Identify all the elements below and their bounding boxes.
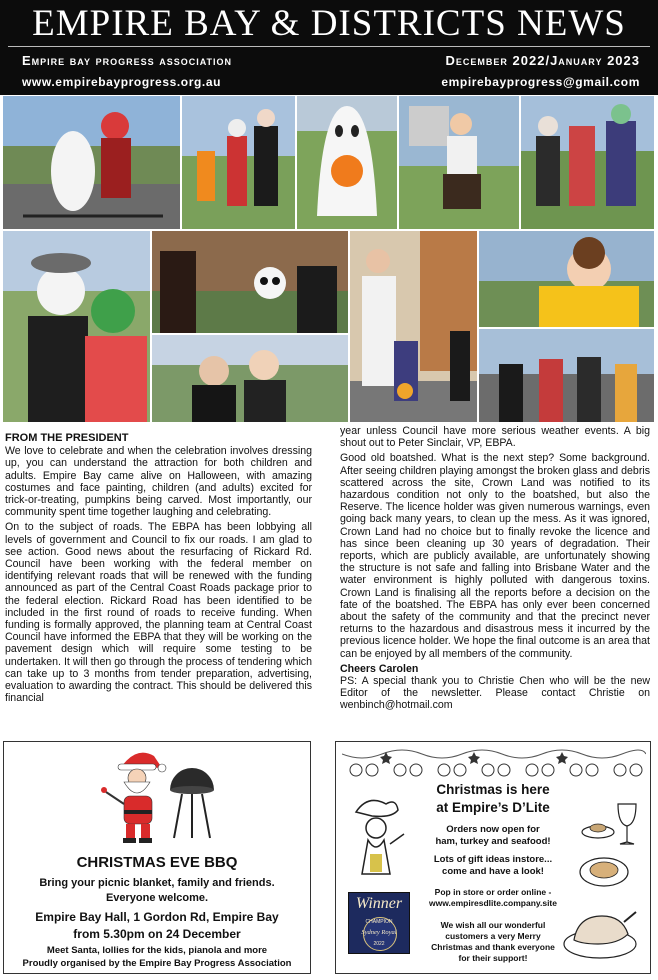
halloween-photo-collage (3, 96, 654, 422)
president-paragraph-boatshed: Good old boatshed. What is the next step? Some background. After seeing children playing amongst the broken glass and debris scattered across the site, Crown Land was notified to its hazardous condition not only to the boatshed, but also the Reserve. The licence holder was given numerous warnings, even going back many years, to clean up the mess. As it was ignored, Crown Land had no choice but to finally revoke the licence and has since been cleaning up 30 years of degradation. Their reports, which are publicly available, are unfortunately showing the structure is not safe and falling into Brisbane Water and the water environment is highly polluted with dangerous toxins. Crown Land is finalising all the reports before a decision on the fate of the boatshed. The EBPA has only ever been concerned about the safety of the community and that the precinct never returns to the hazardous and disastrous mess it incurred by the previous licence holder. We hope the final outcome is an area that can be enjoyed by all members of the community. (340, 452, 650, 660)
photo-mother-children (350, 231, 477, 422)
dlite-gifts-line1: Lots of gift ideas instore... (433, 854, 553, 865)
organisation-name: Empire bay progress association (22, 53, 233, 68)
president-heading: FROM THE PRESIDENT (5, 432, 129, 444)
photo-pirate-costume (399, 96, 519, 229)
masthead (0, 0, 658, 95)
roast-turkey-icon (558, 904, 642, 964)
email-link[interactable]: empirebayprogress@gmail.com (441, 75, 640, 89)
bbq-invite-line: Bring your picnic blanket, family and friends. (39, 877, 275, 889)
president-column-right (340, 425, 650, 715)
dlite-title-line1: Christmas is here (436, 782, 550, 797)
dlite-website-link[interactable]: www.empiresdlite.company.site (428, 898, 557, 908)
christmas-bbq-ad (3, 741, 311, 974)
bbq-venue: Empire Bay Hall, 1 Gordon Rd, Empire Bay (35, 910, 279, 924)
dlite-title-line2: at Empire’s D’Lite (436, 800, 550, 815)
photo-children-footpath (182, 96, 295, 229)
santa-bbq-illustration (92, 746, 222, 848)
photo-trick-or-treaters (521, 96, 654, 229)
award-badge (348, 892, 410, 954)
dlite-wish-line4: for their support! (458, 953, 528, 963)
badge-show-name: Sydney Royal (361, 929, 397, 936)
president-column-left (5, 432, 312, 707)
president-paragraph-roads: On to the subject of roads. The EBPA has been lobbying all levels of government and Council to fix our roads. I am glad to see action. Good news about the resurfacing of Rickard Rd. Council have been working with the federal member on identifying relevant roads that will be renewed with the funding announced as part of the Central Coast Roads package prior to the federal election. Rickard Road has been identified to be included in the first round of roads to receive funding. When funding is formally approved, the planning team at Central Coast Council have informed the EBPA that they will be working on the pavement design which will require some testing to be undertaken. It will then go through the process of tendering which can take up to 3 months from tender preparation, advertising, evaluation to awarding the contract. This should be delivered this financial (5, 521, 312, 705)
dlite-gifts-line2: come and have a look! (442, 866, 544, 877)
photo-kids-group (479, 329, 654, 422)
bauble-garland-decoration (342, 746, 646, 780)
bbq-extras: Meet Santa, lollies for the kids, pianola and more (46, 945, 268, 956)
newsletter-title: EMPIRE BAY & DISTRICTS NEWS (32, 3, 626, 44)
dlite-wish-line3: Christmas and thank everyone (431, 942, 555, 952)
badge-champion-text: CHAMPION (365, 919, 393, 925)
photo-two-women (152, 335, 348, 422)
issue-date: December 2022/January 2023 (445, 53, 640, 68)
photo-face-paint-adults (3, 231, 150, 422)
dlite-orders-line1: Orders now open for (446, 824, 540, 835)
dlite-wish-line1: We wish all our wonderful (440, 920, 546, 930)
masthead-divider (8, 46, 650, 47)
bbq-title: CHRISTMAS EVE BBQ (76, 854, 238, 871)
president-paragraph-halloween: We love to celebrate and when the celebration involves dressing up, you can understand the attraction for both children and adults. Empire Bay came alive on Halloween, with amazing costumes and face painting, children (and adults) excited for trick-or-treating, pumpkins being carved. Most importantly, our community spent time together laughing and celebrating. (5, 445, 312, 519)
wine-and-food-icon (578, 802, 642, 892)
photo-cyclists-costumes (3, 96, 180, 229)
bbq-time: from 5.30pm on 24 December (73, 927, 241, 941)
dlite-orders-line2: ham, turkey and seafood! (435, 836, 551, 847)
bbq-organiser: Proudly organised by the Empire Bay Progress Association (22, 958, 292, 969)
dlite-wish-line2: customers a very Merry (445, 931, 541, 941)
president-paragraph-roads-cont: year unless Council have more serious weather events. A big shout out to Peter Sinclair, VP, EBPA. (340, 425, 650, 450)
website-link[interactable]: www.empirebayprogress.org.au (22, 75, 222, 89)
bbq-welcome-line: Everyone welcome. (105, 892, 209, 904)
badge-year: 2022 (373, 941, 385, 947)
president-signoff: Cheers Carolen (340, 662, 419, 675)
dlite-popin-line: Pop in store or order online - (434, 887, 552, 897)
photo-panda-mask (152, 231, 348, 333)
chef-character-icon (348, 794, 406, 886)
president-postscript: PS: A special thank you to Christie Chen who will be the new Editor of the newsletter. Please contact Christie on wenbinch@hotmail.com (340, 675, 650, 712)
winner-label: Winner (355, 895, 403, 912)
photo-child-tongue-out (479, 231, 654, 327)
photo-ghost-costume (297, 96, 397, 229)
empires-dlite-ad (335, 741, 651, 974)
